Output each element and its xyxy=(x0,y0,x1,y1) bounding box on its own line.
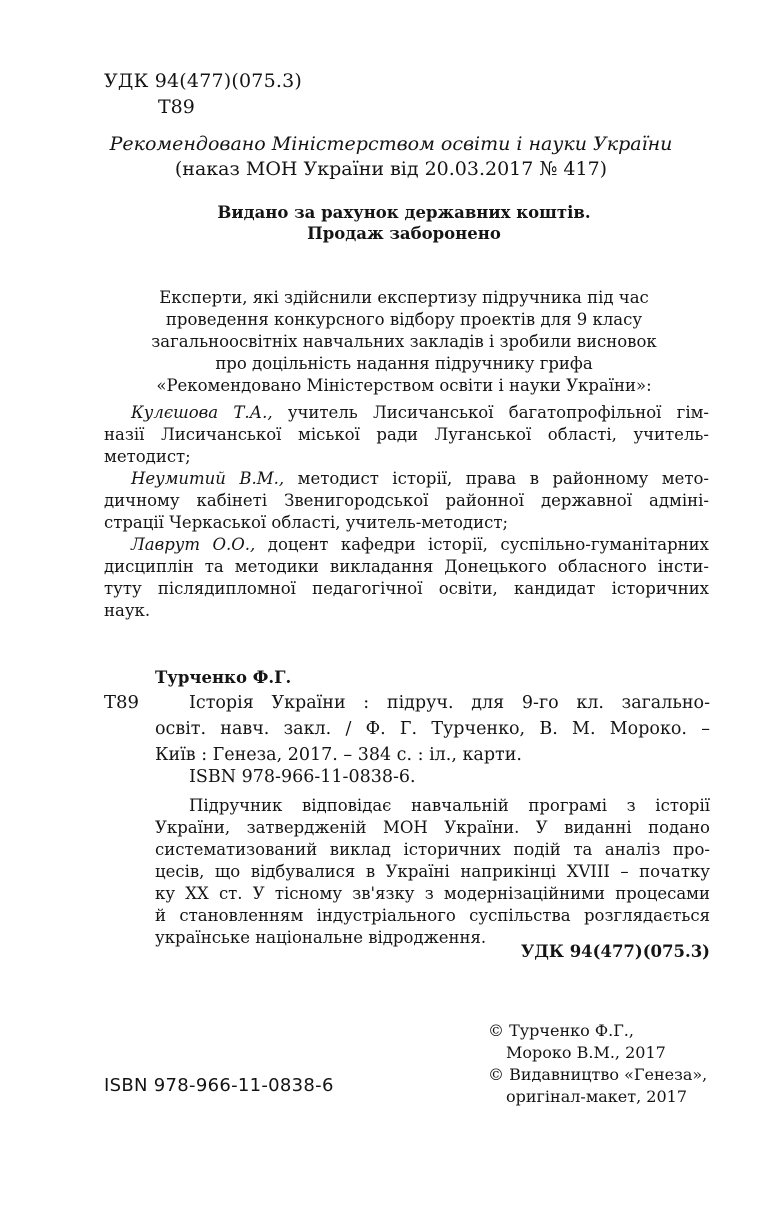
abstract-line: українське національне відродження. xyxy=(155,928,487,947)
abstract-line: Підручник відповідає навчальній програмі з історії xyxy=(189,796,710,815)
copyright-line: оригінал-макет, 2017 xyxy=(506,1087,688,1106)
expert-text: наук. xyxy=(104,601,151,620)
experts-intro-line: Експерти, які здійснили експертизу підручника під час xyxy=(159,288,649,307)
copyright-line: © Турченко Ф.Г., xyxy=(488,1021,634,1040)
sale-prohibited-note: Продаж заборонено xyxy=(307,224,501,243)
abstract-line: й становленням індустріального суспільства розглядається xyxy=(155,906,710,925)
isbn-number: ISBN 978-966-11-0838-6 xyxy=(104,1075,334,1096)
recommendation-line: Рекомендовано Міністерством освіти і науки України xyxy=(109,133,673,155)
author-name: Турченко Ф.Г. xyxy=(155,668,292,687)
experts-intro-line: загальноосвітніх навчальних закладів і зробили висновок xyxy=(151,332,657,351)
expert-name: Кулєшова Т.А., xyxy=(131,403,273,422)
expert-text: методист історії, права в районному мето- xyxy=(284,469,709,488)
udk-code-right: УДК 94(477)(075.3) xyxy=(520,942,710,961)
bibliographic-description xyxy=(189,690,710,716)
ministry-order-line: (наказ МОН України від 20.03.2017 № 417) xyxy=(174,158,608,180)
abstract-line: систематизований виклад історичних подій та аналіз про- xyxy=(155,840,710,859)
isbn-inline: ISBN 978-966-11-0838-6. xyxy=(189,767,416,787)
funding-note: Видано за рахунок державних коштів. xyxy=(217,203,591,222)
expert-text: дичному кабінеті Звенигородської районної державної адміні- xyxy=(104,491,709,510)
expert-text: доцент кафедри історії, суспільно-гуманітарних xyxy=(255,535,709,554)
expert-entry xyxy=(104,402,710,468)
expert-entry xyxy=(104,534,709,622)
biblio-line: Київ : Генеза, 2017. – 384 с. : іл., карти. xyxy=(155,745,522,765)
udk-code: УДК 94(477)(075.3) xyxy=(104,70,303,92)
expert-text: дисциплін та методики викладання Донецького обласного інсти- xyxy=(104,557,709,576)
abstract-line: цесів, що відбувалися в Україні наприкінці XVIII – початку xyxy=(155,862,710,881)
expert-text: методист; xyxy=(104,447,191,466)
abstract xyxy=(155,795,710,949)
biblio-line: Історія України : підруч. для 9-го кл. загально- xyxy=(189,693,710,713)
expert-name: Лаврут О.О., xyxy=(131,535,256,554)
library-mark-top: Т89 xyxy=(158,96,195,118)
biblio-line: освіт. навч. закл. / Ф. Г. Турченко, В. М. Мороко. – xyxy=(155,719,710,739)
expert-name: Неумитий В.М., xyxy=(131,469,285,488)
copyright-line: © Видавництво «Генеза», xyxy=(488,1065,708,1084)
bibliographic-description-cont xyxy=(155,716,710,768)
expert-entry xyxy=(104,468,709,534)
abstract-line: України, затвердженій МОН України. У виданні подано xyxy=(155,818,710,837)
expert-text: назії Лисичанської міської ради Луганської області, учитель- xyxy=(104,425,709,444)
copyright-block xyxy=(488,1020,707,1108)
experts-intro-line: «Рекомендовано Міністерством освіти і науки України»: xyxy=(156,376,652,395)
expert-text: туту післядипломної педагогічної освіти, кандидат історичних xyxy=(104,579,709,598)
experts-intro-line: про доцільність надання підручнику грифа xyxy=(215,354,593,373)
copyright-line: Мороко В.М., 2017 xyxy=(506,1043,666,1062)
expert-text: учитель Лисичанської багатопрофільної гім- xyxy=(272,403,710,422)
expert-text: страції Черкаської області, учитель-методист; xyxy=(104,513,509,532)
library-mark: Т89 xyxy=(104,692,139,713)
experts-intro-line: проведення конкурсного відбору проектів для 9 класу xyxy=(165,310,643,329)
abstract-line: ку XX ст. У тісному зв'язку з модернізаційними процесами xyxy=(155,884,710,903)
